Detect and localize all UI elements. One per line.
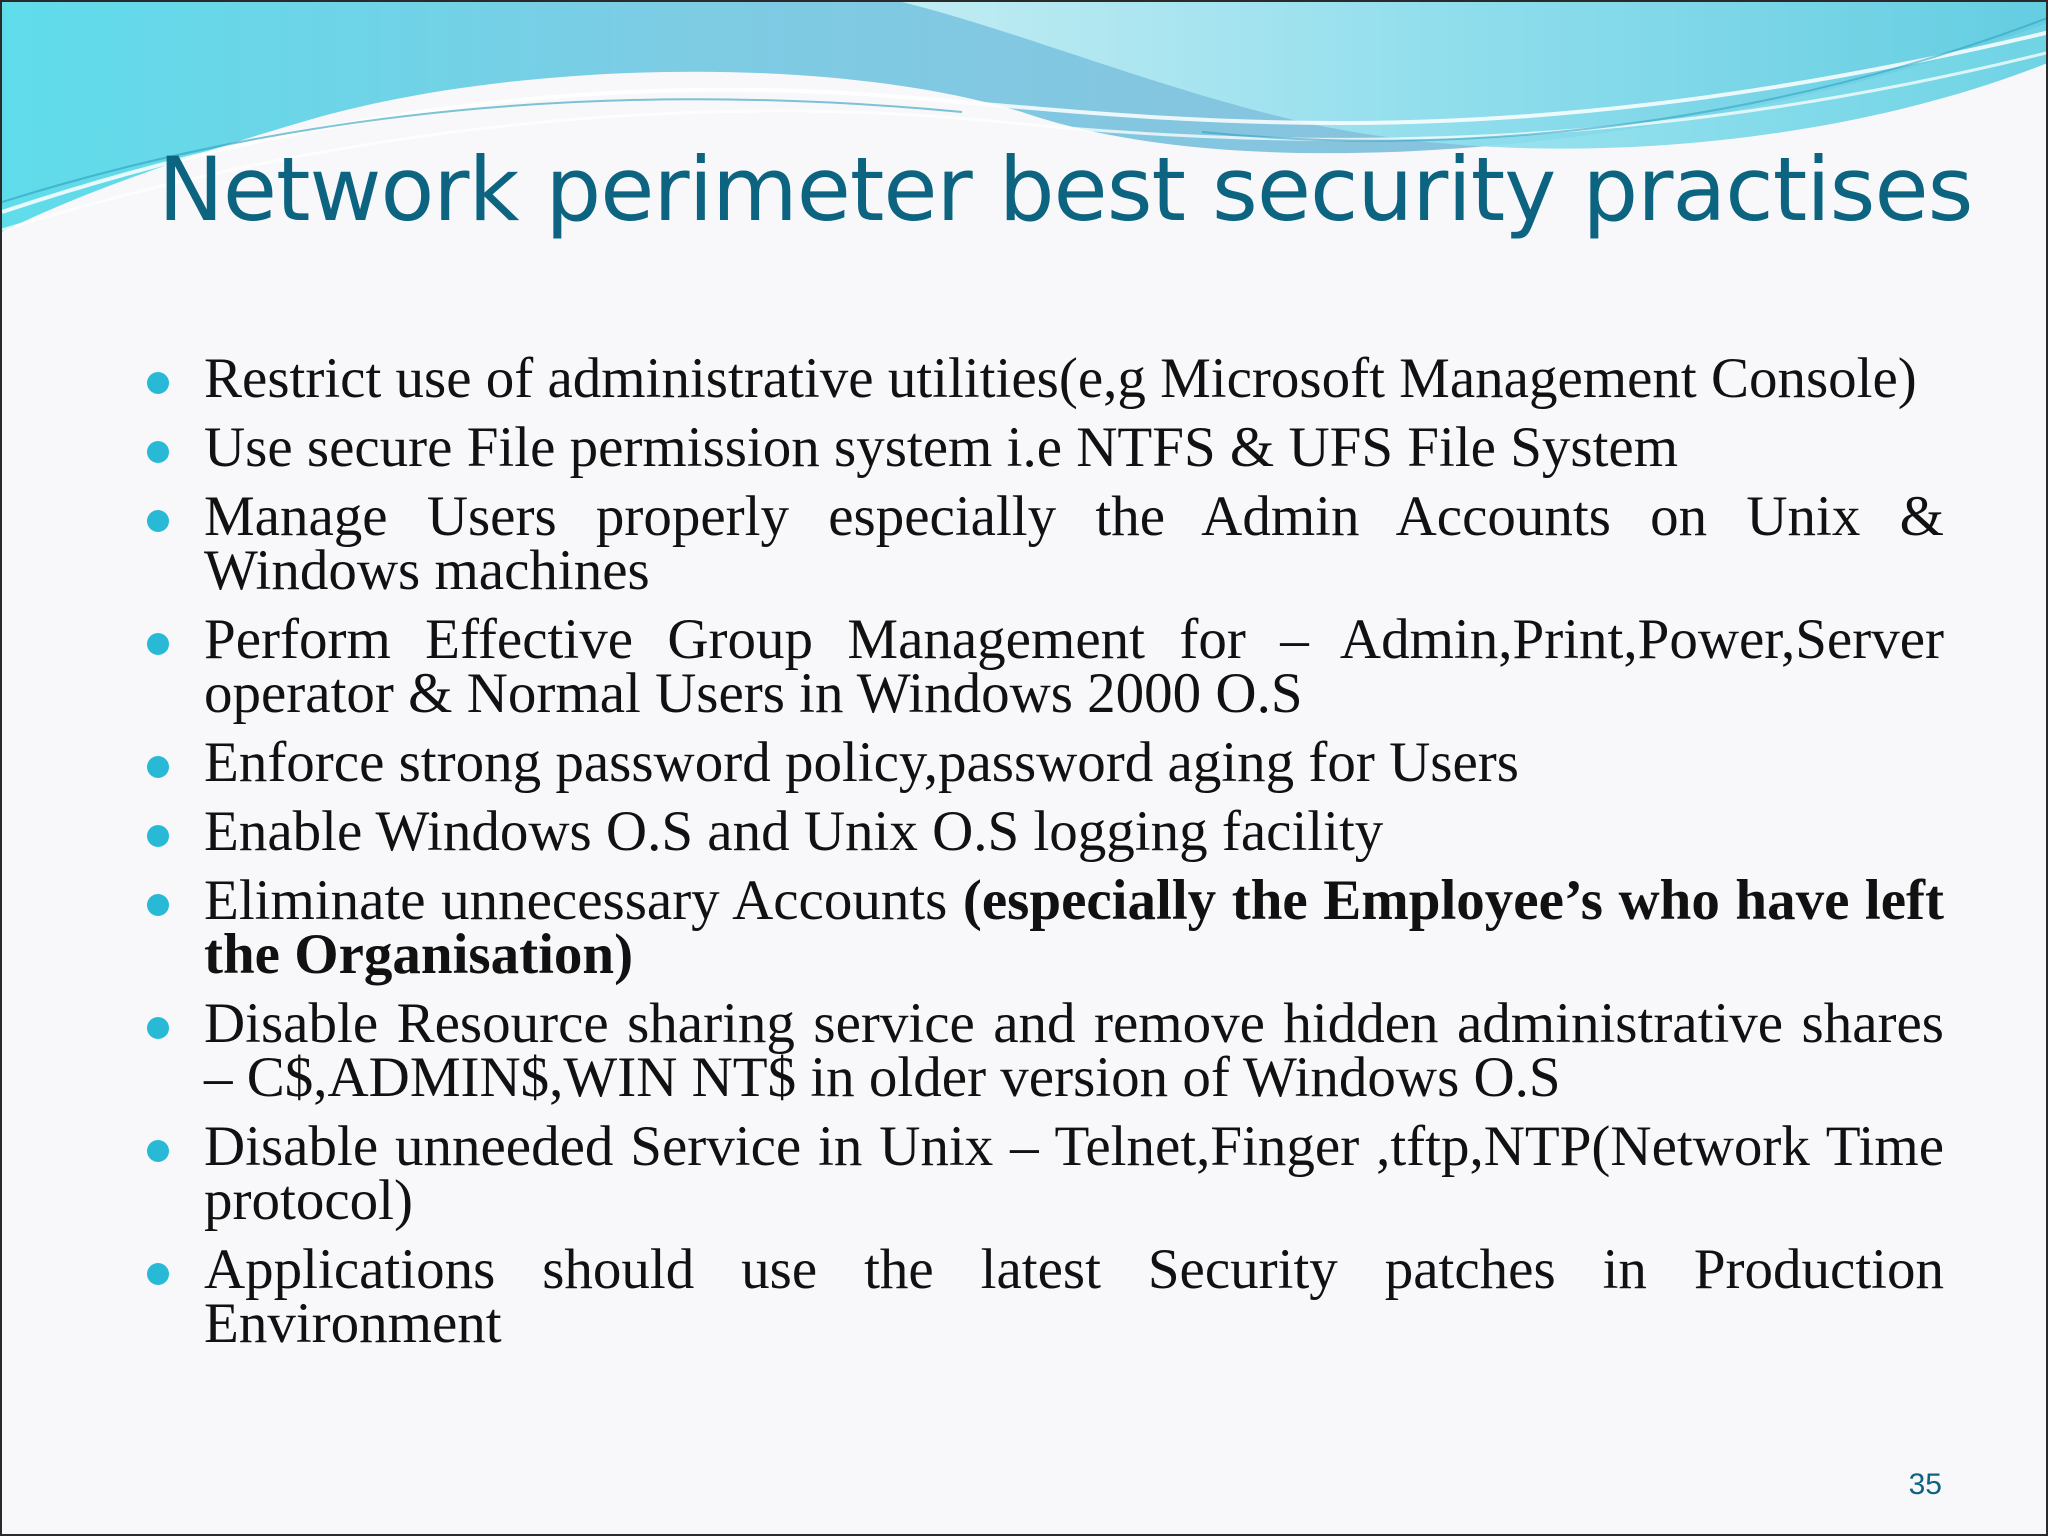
bullet-text: Manage Users properly especially the Admin Accounts on Unix & Windows machines [204, 485, 1944, 602]
bullet-dot-icon [147, 372, 169, 394]
bullet-dot-icon [147, 633, 169, 655]
bullet-item [204, 800, 1944, 863]
bullet-bold-text: (especially the Employee’s who have left the Organisation) [204, 869, 1945, 986]
bullet-list [204, 347, 1945, 1366]
bullet-item [204, 1115, 1944, 1232]
bullet-item [204, 992, 1944, 1109]
bullet-dot-icon [147, 510, 169, 532]
bullet-text: Disable Resource sharing service and remove hidden administrative shares – C$,ADMIN$,WIN NT$ in older version of Windows O.S [204, 992, 1944, 1109]
bullet-dot-icon [147, 441, 169, 463]
page-number: 35 [1908, 1468, 1942, 1501]
bullet-dot-icon [147, 1017, 169, 1039]
bullet-dot-icon [147, 1140, 169, 1162]
bullet-text: Enable Windows O.S and Unix O.S logging facility [204, 800, 1384, 863]
bullet-dot-icon [147, 825, 169, 847]
bullet-item [204, 1238, 1944, 1355]
bullet-item [204, 869, 1945, 986]
bullet-text: Restrict use of administrative utilities(e,g Microsoft Management Console) [204, 347, 1917, 410]
bullet-item [204, 416, 1944, 479]
slide-title: Network perimeter best security practises [158, 138, 1973, 241]
bullet-dot-icon [147, 1263, 169, 1285]
bullet-item [204, 608, 1944, 725]
bullet-item [204, 731, 1944, 794]
bullet-text: Eliminate unnecessary Accounts [204, 869, 963, 932]
bullet-item [204, 485, 1944, 602]
bullet-text: Disable unneeded Service in Unix – Telnet,Finger ,tftp,NTP(Network Time protocol) [204, 1115, 1944, 1232]
bullet-text: Enforce strong password policy,password aging for Users [204, 731, 1519, 794]
bullet-item [204, 347, 1944, 410]
bullet-dot-icon [147, 894, 169, 916]
bullet-text: Use secure File permission system i.e NTFS & UFS File System [204, 416, 1679, 479]
bullet-dot-icon [147, 756, 169, 778]
bullet-text: Perform Effective Group Management for – Admin,Print,Power,Server operator & Normal Users in Windows 2000 O.S [204, 608, 1944, 725]
bullet-text: Applications should use the latest Security patches in Production Environment [204, 1238, 1944, 1355]
